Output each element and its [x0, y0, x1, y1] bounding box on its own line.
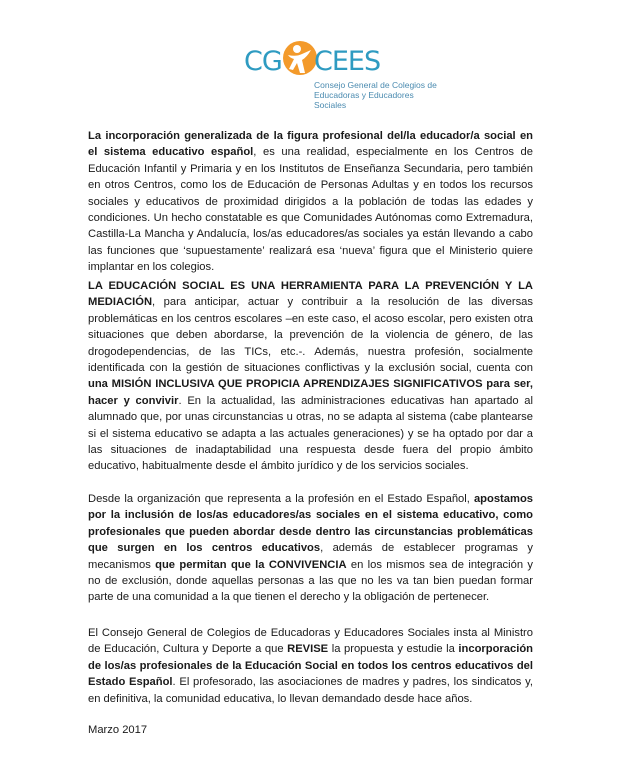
- bold-text: incorporación de los/as profesionales de la Educación Social en todos los centros educativos del Estado Español: [88, 643, 533, 689]
- logo-subtitle-line2: Educadoras y Educadores Sociales: [314, 90, 414, 110]
- cgcees-logo: [244, 40, 437, 110]
- bold-text: La incorporación generalizada de la figura profesional del/la educador/a social en el sistema educativo español: [88, 130, 533, 159]
- person-figure-icon: [282, 40, 318, 78]
- bold-text: que permitan que la CONVIVENCIA: [155, 558, 347, 571]
- body-text: . En la actualidad, las administraciones educativas han apartado al alumnado que, por unas circunstancias u otras, no se adapta al sistema (cabe plantearse si el sistema educativo se adapta a las actuales generaciones) y se ha optado por dar a las situaciones de inadaptabilidad una respuesta desde fuera del propio ámbito educativo, habitualmente desde el ámbito jurídico y de los servicios sociales.: [88, 394, 534, 473]
- body-text: El Consejo General de Colegios de Educadoras y Educadores Sociales insta al Ministro de Educación, Cultura y Deporte a que: [88, 627, 533, 656]
- body-text: en los mismos sea de integración y no de exclusión, donde aquellas personas a las que no les va tan bien puedan formar parte de una comunidad a la que tienen el derecho y la obligación de pertenecer.: [88, 558, 533, 604]
- bold-text: una MISIÓN INCLUSIVA QUE PROPICIA APRENDIZAJES SIGNIFICATIVOS para ser, hacer y convivir: [88, 378, 533, 407]
- body-text: la propuesta y estudie la: [328, 643, 459, 656]
- bold-text: REVISE: [287, 643, 329, 656]
- logo-subtitle-line1: Consejo General de Colegios de: [314, 80, 437, 90]
- body-text: . El profesorado, las asociaciones de madres y padres, los sindicatos y, en definitiva, la comunidad educativa, lo llevan demandado desde hace años.: [88, 676, 533, 705]
- logo-cg-text: CG: [244, 46, 282, 77]
- document-date: Marzo 2017: [88, 724, 148, 736]
- paragraph-incorporacion: [88, 128, 533, 276]
- body-text: , además de establecer programas y mecanismos: [88, 542, 533, 571]
- paragraph-organizacion: [88, 491, 533, 606]
- bold-text: LA EDUCACIÓN SOCIAL ES UNA HERRAMIENTA PARA LA PREVENCIÓN Y LA MEDIACIÓN: [88, 280, 533, 309]
- body-text: , es una realidad, especialmente en los Centros de Educación Infantil y Primaria y en los Institutos de Enseñanza Secundaria, pero también en otros Centros, como los de Educación de Personas Adultas y en todos los recursos sociales y educativos de proximidad dirigidos a la población de todas las edades y condiciones. Un hecho constatable es que Comunidades Autónomas como Extremadura, Castilla-La Mancha y Andalucía, los/as educadores/as sociales ya están llevando a cabo las funciones que ‘supuestamente’ realizará esa ‘nueva’ figura que el Ministerio quiere implantar en los colegios.: [88, 146, 534, 274]
- body-text: , para anticipar, actuar y contribuir a la resolución de las diversas problemáticas en los centros escolares –en este caso, el acoso escolar, pero existen otra situaciones que deben abordarse, la prevención de la violencia de género, de las drogodependencias, de las TICs, etc.-. Además, nuestra profesión, socialmente identificada con la gestión de situaciones conflictivas y la exclusión social, cuenta con: [88, 296, 533, 375]
- body-text: Desde la organización que representa a la profesión en el Estado Español,: [88, 493, 474, 505]
- logo-cees-text: CEES: [314, 46, 381, 77]
- bold-text: apostamos por la inclusión de los/as educadores/as sociales en el sistema educativo, como profesionales que pueden abordar desde dentro las circunstancias problemáticas que surgen en los centros educativos: [88, 493, 533, 555]
- paragraph-consejo: [88, 625, 533, 707]
- paragraph-herramienta: [88, 278, 533, 475]
